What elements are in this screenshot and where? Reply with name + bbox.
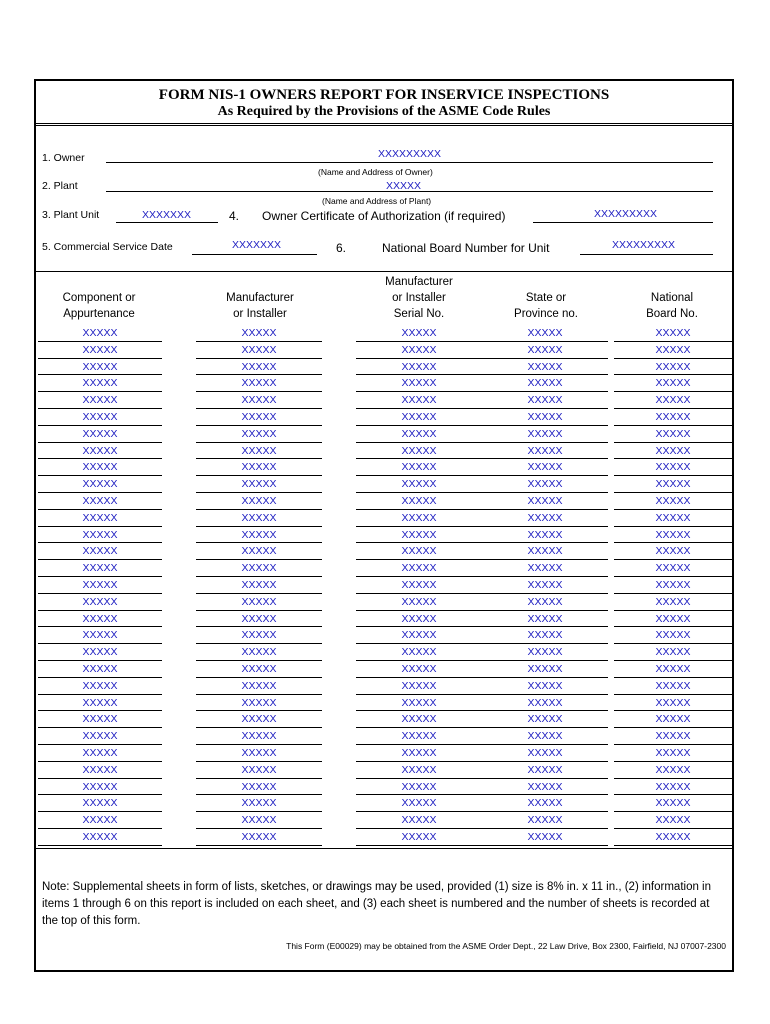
- plant-line: [106, 191, 713, 192]
- plant-label: 2. Plant: [42, 180, 78, 192]
- table-cell[interactable]: XXXXX: [356, 611, 482, 628]
- table-cell[interactable]: XXXXX: [356, 728, 482, 745]
- table-row: [36, 611, 732, 628]
- table-cell[interactable]: XXXXX: [614, 779, 732, 796]
- table-cell[interactable]: XXXXX: [196, 375, 322, 392]
- section-divider: [36, 271, 732, 272]
- table-cell[interactable]: XXXXX: [356, 359, 482, 376]
- header-manufacturer-line1: Manufacturer: [226, 292, 294, 304]
- table-cell[interactable]: XXXXX: [356, 711, 482, 728]
- table-cell[interactable]: XXXXX: [356, 392, 482, 409]
- table-cell[interactable]: XXXXX: [196, 644, 322, 661]
- table-cell[interactable]: XXXXX: [196, 577, 322, 594]
- table-cell[interactable]: XXXXX: [614, 527, 732, 544]
- table-cell[interactable]: XXXXX: [196, 745, 322, 762]
- table-row: [36, 359, 732, 376]
- table-cell[interactable]: XXXXX: [196, 325, 322, 342]
- table-cell[interactable]: XXXXX: [614, 342, 732, 359]
- plant-caption: (Name and Address of Plant): [322, 196, 432, 206]
- table-cell[interactable]: XXXXX: [356, 325, 482, 342]
- table-cell[interactable]: XXXXX: [482, 745, 608, 762]
- table-row: [36, 459, 732, 476]
- table-cell[interactable]: XXXXX: [38, 443, 162, 460]
- table-cell[interactable]: XXXXX: [38, 594, 162, 611]
- table-row: [36, 779, 732, 796]
- header-manufacturer-line2: or Installer: [233, 308, 287, 320]
- table-cell[interactable]: XXXXX: [356, 459, 482, 476]
- table-cell[interactable]: XXXXX: [38, 342, 162, 359]
- table-row: [36, 795, 732, 812]
- table-cell[interactable]: XXXXX: [614, 543, 732, 560]
- table-cell[interactable]: XXXXX: [196, 510, 322, 527]
- table-cell[interactable]: XXXXX: [196, 829, 322, 846]
- table-cell[interactable]: XXXXX: [482, 644, 608, 661]
- table-cell[interactable]: XXXXX: [196, 493, 322, 510]
- board-number-value[interactable]: XXXXXXXXX: [612, 239, 676, 251]
- table-cell[interactable]: XXXXX: [38, 325, 162, 342]
- header-board-line1: National: [650, 292, 694, 304]
- table-cell[interactable]: XXXXX: [356, 695, 482, 712]
- certificate-label: Owner Certificate of Authorization (if required): [262, 209, 506, 223]
- table-cell[interactable]: XXXXX: [482, 392, 608, 409]
- table-cell[interactable]: XXXXX: [196, 527, 322, 544]
- table-cell[interactable]: XXXXX: [614, 812, 732, 829]
- table-cell[interactable]: XXXXX: [356, 762, 482, 779]
- table-cell[interactable]: XXXXX: [482, 342, 608, 359]
- table-cell[interactable]: XXXXX: [356, 426, 482, 443]
- table-cell[interactable]: XXXXX: [196, 560, 322, 577]
- table-row: [36, 560, 732, 577]
- table-cell[interactable]: XXXXX: [38, 527, 162, 544]
- table-cell[interactable]: XXXXX: [614, 644, 732, 661]
- service-date-value[interactable]: XXXXXXX: [232, 239, 282, 251]
- table-cell[interactable]: XXXXX: [614, 627, 732, 644]
- table-cell[interactable]: XXXXX: [38, 661, 162, 678]
- table-cell[interactable]: XXXXX: [196, 459, 322, 476]
- table-row: [36, 728, 732, 745]
- table-cell[interactable]: XXXXX: [482, 779, 608, 796]
- table-cell[interactable]: XXXXX: [356, 745, 482, 762]
- table-cell[interactable]: XXXXX: [482, 510, 608, 527]
- table-cell[interactable]: XXXXX: [196, 627, 322, 644]
- table-cell[interactable]: XXXXX: [38, 779, 162, 796]
- item6-number: 6.: [336, 241, 347, 255]
- table-cell[interactable]: XXXXX: [482, 375, 608, 392]
- table-row: [36, 812, 732, 829]
- table-row: [36, 711, 732, 728]
- table-row: [36, 577, 732, 594]
- table-cell[interactable]: XXXXX: [482, 695, 608, 712]
- owner-value[interactable]: XXXXXXXXX: [378, 148, 442, 160]
- table-cell[interactable]: XXXXX: [614, 594, 732, 611]
- table-cell[interactable]: XXXXX: [482, 476, 608, 493]
- table-cell[interactable]: XXXXX: [38, 359, 162, 376]
- table-cell[interactable]: XXXXX: [196, 678, 322, 695]
- owner-caption: (Name and Address of Owner): [318, 167, 433, 177]
- table-cell[interactable]: XXXXX: [196, 426, 322, 443]
- table-cell[interactable]: XXXXX: [38, 510, 162, 527]
- table-cell[interactable]: XXXXX: [482, 543, 608, 560]
- table-cell[interactable]: XXXXX: [38, 728, 162, 745]
- header-state-line2: Province no.: [514, 308, 578, 320]
- table-cell[interactable]: XXXXX: [356, 678, 482, 695]
- supplemental-note: Note: Supplemental sheets in form of lists, sketches, or drawings may be used, provided (1) size is 8% in. x 11 in., (2) information in items 1 through 6 on this report is included on each sheet, and (3) each sheet is numbered and the number of sheets is recorded at the top of this form.: [42, 881, 712, 927]
- header-serial: [358, 274, 480, 322]
- table-row: [36, 510, 732, 527]
- table-cell[interactable]: XXXXX: [356, 342, 482, 359]
- service-date-label: 5. Commercial Service Date: [42, 241, 173, 253]
- table-cell[interactable]: XXXXX: [614, 795, 732, 812]
- table-cell[interactable]: XXXXX: [614, 510, 732, 527]
- table-row: [36, 392, 732, 409]
- table-cell[interactable]: XXXXX: [356, 795, 482, 812]
- form-subtitle: As Required by the Provisions of the ASME Code Rules: [217, 104, 551, 119]
- table-cell[interactable]: XXXXX: [38, 812, 162, 829]
- table-cell[interactable]: XXXXX: [614, 829, 732, 846]
- table-cell[interactable]: XXXXX: [38, 409, 162, 426]
- table-cell[interactable]: XXXXX: [38, 762, 162, 779]
- table-cell[interactable]: XXXXX: [482, 611, 608, 628]
- table-cell[interactable]: XXXXX: [38, 695, 162, 712]
- service-date-line: [192, 254, 317, 255]
- table-cell[interactable]: XXXXX: [356, 375, 482, 392]
- plant-value[interactable]: XXXXX: [386, 180, 422, 192]
- header-state: [480, 290, 612, 322]
- table-cell[interactable]: XXXXX: [196, 443, 322, 460]
- table-cell[interactable]: XXXXX: [482, 577, 608, 594]
- table-cell[interactable]: XXXXX: [482, 459, 608, 476]
- table-row: [36, 543, 732, 560]
- table-row: [36, 627, 732, 644]
- table-cell[interactable]: XXXXX: [38, 678, 162, 695]
- table-cell[interactable]: XXXXX: [614, 611, 732, 628]
- table-cell[interactable]: XXXXX: [614, 762, 732, 779]
- certificate-line: [533, 222, 713, 223]
- header-board: [612, 290, 732, 322]
- table-cell[interactable]: XXXXX: [196, 695, 322, 712]
- table-cell[interactable]: XXXXX: [38, 611, 162, 628]
- table-cell[interactable]: XXXXX: [614, 678, 732, 695]
- table-cell[interactable]: XXXXX: [614, 577, 732, 594]
- header-component-line2: Appurtenance: [63, 308, 135, 320]
- table-row: [36, 829, 732, 846]
- table-row: [36, 695, 732, 712]
- table-cell[interactable]: XXXXX: [614, 661, 732, 678]
- table-cell[interactable]: XXXXX: [38, 375, 162, 392]
- table-cell[interactable]: XXXXX: [482, 829, 608, 846]
- header-serial-line1: or Installer: [392, 292, 446, 304]
- inspection-table: [36, 325, 732, 846]
- table-cell[interactable]: XXXXX: [38, 745, 162, 762]
- table-row: [36, 594, 732, 611]
- form-footer: This Form (E00029) may be obtained from the ASME Order Dept., 22 Law Drive, Box 2300, Fairfield, NJ 07007-2300: [286, 941, 726, 951]
- table-cell[interactable]: XXXXX: [196, 711, 322, 728]
- table-cell[interactable]: XXXXX: [356, 493, 482, 510]
- table-cell[interactable]: XXXXX: [614, 695, 732, 712]
- table-cell[interactable]: XXXXX: [356, 812, 482, 829]
- table-cell[interactable]: XXXXX: [482, 493, 608, 510]
- table-cell[interactable]: XXXXX: [38, 459, 162, 476]
- table-cell[interactable]: XXXXX: [356, 627, 482, 644]
- table-row: [36, 325, 732, 342]
- table-cell[interactable]: XXXXX: [482, 560, 608, 577]
- table-cell[interactable]: XXXXX: [38, 577, 162, 594]
- table-cell[interactable]: XXXXX: [38, 711, 162, 728]
- table-cell[interactable]: XXXXX: [482, 678, 608, 695]
- table-cell[interactable]: XXXXX: [482, 795, 608, 812]
- table-cell[interactable]: XXXXX: [38, 829, 162, 846]
- table-cell[interactable]: XXXXX: [482, 728, 608, 745]
- table-cell[interactable]: XXXXX: [482, 627, 608, 644]
- table-cell[interactable]: XXXXX: [614, 728, 732, 745]
- table-cell[interactable]: XXXXX: [38, 795, 162, 812]
- table-cell[interactable]: XXXXX: [356, 829, 482, 846]
- table-cell[interactable]: XXXXX: [38, 543, 162, 560]
- table-cell[interactable]: XXXXX: [38, 426, 162, 443]
- table-row: [36, 745, 732, 762]
- board-number-line: [580, 254, 713, 255]
- table-cell[interactable]: XXXXX: [196, 812, 322, 829]
- table-cell[interactable]: XXXXX: [614, 375, 732, 392]
- certificate-value[interactable]: XXXXXXXXX: [594, 208, 658, 220]
- board-number-label: National Board Number for Unit: [382, 241, 550, 255]
- table-cell[interactable]: XXXXX: [614, 459, 732, 476]
- table-row: [36, 493, 732, 510]
- table-cell[interactable]: XXXXX: [356, 594, 482, 611]
- table-cell[interactable]: XXXXX: [614, 745, 732, 762]
- table-cell[interactable]: XXXXX: [356, 443, 482, 460]
- table-cell[interactable]: XXXXX: [196, 476, 322, 493]
- table-row: [36, 644, 732, 661]
- table-cell[interactable]: XXXXX: [356, 644, 482, 661]
- table-cell[interactable]: XXXXX: [482, 527, 608, 544]
- table-cell[interactable]: XXXXX: [614, 426, 732, 443]
- table-cell[interactable]: XXXXX: [196, 342, 322, 359]
- table-cell[interactable]: XXXXX: [196, 661, 322, 678]
- table-cell[interactable]: XXXXX: [614, 325, 732, 342]
- plant-unit-value[interactable]: XXXXXXX: [142, 209, 192, 221]
- table-cell[interactable]: XXXXX: [614, 560, 732, 577]
- owner-label: 1. Owner: [42, 152, 85, 164]
- owner-line: [106, 162, 713, 163]
- table-cell[interactable]: XXXXX: [614, 359, 732, 376]
- table-cell[interactable]: XXXXX: [482, 359, 608, 376]
- table-cell[interactable]: XXXXX: [482, 661, 608, 678]
- header-state-line1: State or: [525, 292, 567, 304]
- table-cell[interactable]: XXXXX: [482, 594, 608, 611]
- table-cell[interactable]: XXXXX: [196, 409, 322, 426]
- table-cell[interactable]: XXXXX: [38, 493, 162, 510]
- table-row: [36, 678, 732, 695]
- table-cell[interactable]: XXXXX: [356, 409, 482, 426]
- table-row: [36, 762, 732, 779]
- table-cell[interactable]: XXXXX: [356, 510, 482, 527]
- header-component: [36, 290, 162, 322]
- table-cell[interactable]: XXXXX: [614, 711, 732, 728]
- header-component-line1: Component or: [62, 292, 136, 304]
- table-cell[interactable]: XXXXX: [356, 577, 482, 594]
- table-cell[interactable]: XXXXX: [482, 711, 608, 728]
- header-serial-line0: Manufacturer: [385, 276, 453, 288]
- table-cell[interactable]: XXXXX: [356, 779, 482, 796]
- table-cell[interactable]: XXXXX: [614, 392, 732, 409]
- table-cell[interactable]: XXXXX: [38, 476, 162, 493]
- table-row: [36, 476, 732, 493]
- table-row: [36, 527, 732, 544]
- table-cell[interactable]: XXXXX: [38, 627, 162, 644]
- table-cell[interactable]: XXXXX: [196, 543, 322, 560]
- table-cell[interactable]: XXXXX: [356, 661, 482, 678]
- header-manufacturer: [162, 290, 358, 322]
- table-row: [36, 342, 732, 359]
- table-cell[interactable]: XXXXX: [482, 426, 608, 443]
- table-cell[interactable]: XXXXX: [196, 611, 322, 628]
- table-cell[interactable]: XXXXX: [482, 812, 608, 829]
- table-cell[interactable]: XXXXX: [196, 359, 322, 376]
- table-cell[interactable]: XXXXX: [38, 644, 162, 661]
- table-cell[interactable]: XXXXX: [614, 409, 732, 426]
- plant-unit-line: [116, 222, 218, 223]
- table-row: [36, 409, 732, 426]
- table-cell[interactable]: XXXXX: [482, 409, 608, 426]
- title-divider: [36, 123, 732, 126]
- nis1-form: [34, 79, 734, 972]
- table-cell[interactable]: XXXXX: [356, 476, 482, 493]
- table-cell[interactable]: XXXXX: [482, 443, 608, 460]
- table-row: [36, 375, 732, 392]
- table-cell[interactable]: XXXXX: [614, 493, 732, 510]
- table-row: [36, 443, 732, 460]
- table-row: [36, 661, 732, 678]
- table-cell[interactable]: XXXXX: [196, 728, 322, 745]
- table-cell[interactable]: XXXXX: [196, 795, 322, 812]
- table-cell[interactable]: XXXXX: [38, 560, 162, 577]
- table-cell[interactable]: XXXXX: [614, 443, 732, 460]
- form-title: FORM NIS-1 OWNERS REPORT FOR INSERVICE INSPECTIONS: [158, 87, 610, 103]
- table-cell[interactable]: XXXXX: [482, 762, 608, 779]
- header-board-line2: Board No.: [646, 308, 698, 320]
- header-serial-line2: Serial No.: [393, 308, 445, 320]
- plant-unit-label: 3. Plant Unit: [42, 209, 100, 221]
- table-cell[interactable]: XXXXX: [356, 560, 482, 577]
- table-row: [36, 426, 732, 443]
- table-cell[interactable]: XXXXX: [196, 392, 322, 409]
- table-cell[interactable]: XXXXX: [38, 392, 162, 409]
- item4-number: 4.: [229, 209, 240, 223]
- table-cell[interactable]: XXXXX: [356, 527, 482, 544]
- table-cell[interactable]: XXXXX: [356, 543, 482, 560]
- table-cell[interactable]: XXXXX: [196, 779, 322, 796]
- table-bottom-divider: [36, 848, 732, 849]
- table-cell[interactable]: XXXXX: [482, 325, 608, 342]
- table-cell[interactable]: XXXXX: [614, 476, 732, 493]
- table-cell[interactable]: XXXXX: [196, 762, 322, 779]
- table-cell[interactable]: XXXXX: [196, 594, 322, 611]
